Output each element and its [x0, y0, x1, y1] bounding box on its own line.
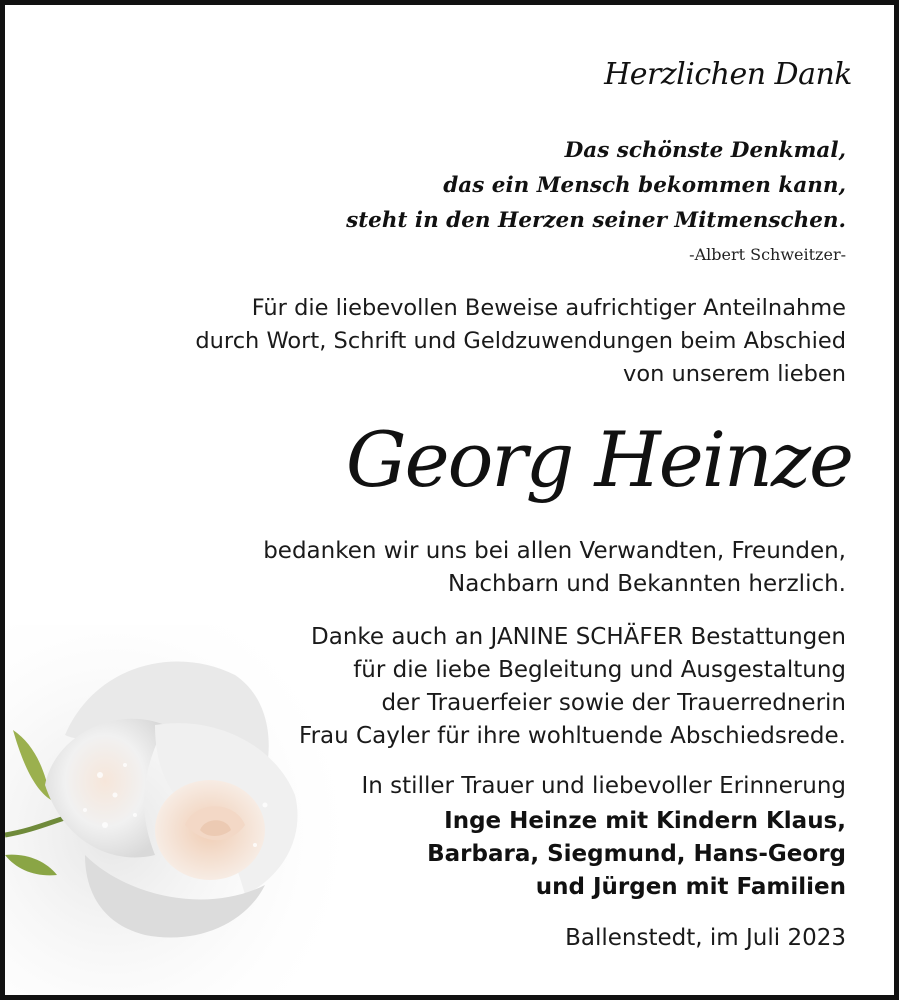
intro-line: durch Wort, Schrift und Geldzuwendungen beim Abschied: [195, 328, 846, 354]
quote: [346, 133, 846, 238]
intro-line: Für die liebevollen Beweise aufrichtiger Anteilnahme: [251, 295, 846, 321]
family-line: Inge Heinze mit Kindern Klaus,: [444, 808, 846, 834]
family-line: und Jürgen mit Familien: [535, 874, 846, 900]
closing-intro: [362, 770, 847, 803]
closing-intro-line: In stiller Trauer und liebevoller Erinnerung: [361, 773, 846, 799]
quote-line: Das schönste Denkmal,: [564, 138, 846, 163]
place-date: Ballenstedt, im Juli 2023: [565, 925, 846, 951]
deceased-name: Georg Heinze: [345, 415, 852, 504]
funeral-thanks-line: Danke auch an JANINE SCHÄFER Bestattungen: [311, 624, 846, 650]
quote-author: -Albert Schweitzer-: [689, 245, 846, 264]
thanks-paragraph: [263, 535, 846, 601]
thanks-line: Nachbarn und Bekannten herzlich.: [448, 571, 846, 597]
heading: Herzlichen Dank: [604, 57, 852, 92]
funeral-thanks-line: für die liebe Begleitung und Ausgestaltung: [353, 657, 846, 683]
intro-paragraph: [195, 292, 846, 391]
funeral-thanks-paragraph: [299, 621, 846, 753]
quote-line: steht in den Herzen seiner Mitmenschen.: [346, 208, 846, 233]
quote-line: das ein Mensch bekommen kann,: [443, 173, 846, 198]
family-line: Barbara, Siegmund, Hans-Georg: [427, 841, 846, 867]
family-signature: [427, 805, 846, 904]
intro-line: von unserem lieben: [623, 361, 846, 387]
thanks-line: bedanken wir uns bei allen Verwandten, Freunden,: [263, 538, 846, 564]
funeral-thanks-line: der Trauerfeier sowie der Trauerrednerin: [381, 690, 846, 716]
funeral-thanks-line: Frau Cayler für ihre wohltuende Abschiedsrede.: [299, 723, 846, 749]
